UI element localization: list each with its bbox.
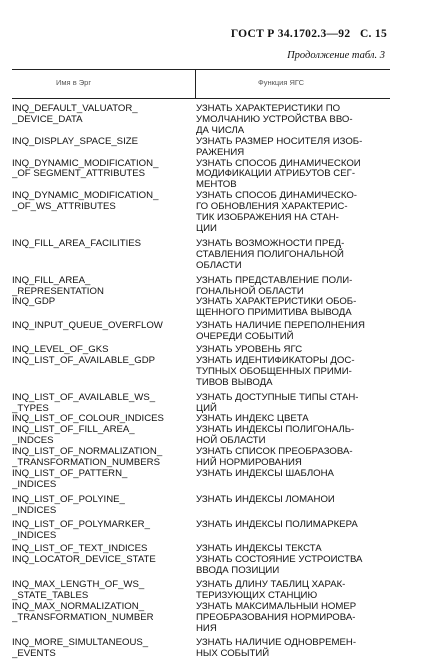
function-description-cell: УЗНАТЬ НАЛИЧИЕ ПЕРЕПОЛНЕНИЯ ОЧЕРЕДИ СОБЫТИЙ bbox=[196, 321, 365, 343]
table-row bbox=[12, 104, 392, 137]
function-name-cell: INQ_DEFAULT_VALUATOR_ _DEVICE_DATA bbox=[12, 104, 138, 125]
function-description-cell: УЗНАТЬ ИНДЕКСЫ ПОЛИМАРКЕРА bbox=[196, 519, 358, 530]
table-row bbox=[12, 495, 392, 517]
column-header-name: Имя в Эрг bbox=[56, 78, 92, 87]
table-row bbox=[12, 159, 392, 192]
function-name-cell: INQ_LIST_OF_NORMALIZATION_ _TRANSFORMATION_NUMBERS bbox=[12, 447, 163, 469]
function-description-cell: УЗНАТЬ НАЛИЧИЕ ОДНОВРЕМЕН- НЫХ СОБЫТИЙ bbox=[196, 637, 357, 659]
function-description-cell: УЗНАТЬ СПОСОБ ДИНАМИЧЕСКОЙ МОДИФИКАЦИИ АТРИБУТОВ СЕГ- МЕНТОВ bbox=[196, 158, 361, 191]
function-name-cell: INQ_DYNAMIC_MODIFICATION_ _OF SEGMENT_ATTRIBUTES bbox=[12, 158, 159, 180]
table-row bbox=[12, 297, 392, 319]
function-name-cell: INQ_LOCATOR_DEVICE_STATE bbox=[12, 555, 156, 566]
table-header-rule bbox=[12, 98, 390, 99]
function-description-cell: УЗНАТЬ ИНДЕКСЫ ШАБЛОНА bbox=[196, 469, 334, 479]
function-description-cell: УЗНАТЬ МАКСИМАЛЬНЫЙ НОМЕР ПРЕОБРАЗОВАНИЯ НОРМИРОВА- НИЯ bbox=[196, 601, 357, 634]
table-continuation-note: Продолжение табл. 3 bbox=[287, 50, 385, 61]
function-description-cell: УЗНАТЬ ДЛИНУ ТАБЛИЦ ХАРАК- ТЕРИЗУЮЩИХ СТАНЦИЮ bbox=[196, 580, 346, 602]
function-description-cell: УЗНАТЬ ИДЕНТИФИКАТОРЫ ДОС- ТУПНЫХ ОБОБЩЕННЫХ ПРИМИ- ТИВОВ ВЫВОДА bbox=[196, 355, 355, 388]
function-name-cell: INQ_GDP bbox=[12, 297, 56, 308]
function-name-cell: INQ_LEVEL_OF_GKS bbox=[12, 345, 109, 356]
function-name-cell: INQ_DISPLAY_SPACE_SIZE bbox=[12, 136, 139, 147]
function-name-cell: INQ_LIST_OF_POLYMARKER_ _INDICES bbox=[12, 519, 150, 541]
function-name-cell: INQ_LIST_OF_TEXT_INDICES bbox=[12, 544, 148, 555]
function-description-cell: УЗНАТЬ ИНДЕКСЫ ТЕКСТА bbox=[196, 544, 322, 555]
function-name-cell: INQ_MAX_NORMALIZATION_ _TRANSFORMATION_NUMBER bbox=[12, 601, 154, 623]
header-column-divider bbox=[195, 69, 196, 98]
function-description-cell: УЗНАТЬ ИНДЕКСЫ ЛОМАНОЙ bbox=[196, 494, 335, 505]
function-name-cell: INQ_LIST_OF_AVAILABLE_GDP bbox=[12, 355, 156, 366]
table-row bbox=[12, 345, 392, 356]
table-row bbox=[12, 321, 392, 343]
table-row bbox=[12, 191, 392, 235]
table-row bbox=[12, 393, 392, 415]
table-body bbox=[12, 104, 392, 660]
function-description-cell: УЗНАТЬ ИНДЕКСЫ ПОЛИГОНАЛЬ- НОЙ ОБЛАСТИ bbox=[196, 425, 355, 447]
function-name-cell: INQ_FILL_AREA_ _REPRESENTATION bbox=[12, 275, 104, 297]
function-description-cell: УЗНАТЬ ВОЗМОЖНОСТИ ПРЕД- СТАВЛЕНИЯ ПОЛИГОНАЛЬНОЙ ОБЛАСТИ bbox=[196, 238, 345, 271]
table-row bbox=[12, 356, 392, 389]
function-description-cell: УЗНАТЬ ИНДЕКС ЦВЕТА bbox=[196, 414, 309, 425]
function-name-cell: INQ_LIST_OF_COLOUR_INDICES bbox=[12, 414, 164, 425]
function-description-cell: УЗНАТЬ ХАРАКТЕРИСТИКИ ОБОБ- ЩЕННОГО ПРИМИТИВА ВЫВОДА bbox=[196, 297, 357, 319]
table-row bbox=[12, 602, 392, 635]
function-name-cell: INQ_MAX_LENGTH_OF_WS_ _STATE_TABLES bbox=[12, 580, 145, 602]
table-row bbox=[12, 447, 392, 469]
function-description-cell: УЗНАТЬ СПОСОБ ДИНАМИЧЕСКО- ГО ОБНОВЛЕНИЯ ХАРАКТЕРИС- ТИК ИЗОБРАЖЕНИЯ НА СТАН- ЦИИ bbox=[196, 191, 357, 234]
function-name-cell: INQ_LIST_OF_FILL_AREA_ _INDCES bbox=[12, 425, 135, 447]
table-row bbox=[12, 469, 392, 491]
function-description-cell: УЗНАТЬ ХАРАКТЕРИСТИКИ ПО УМОЛЧАНИЮ УСТРОЙСТВА ВВО- ДА ЧИСЛА bbox=[196, 104, 353, 136]
page-number: С. 15 bbox=[359, 28, 387, 40]
table-row bbox=[12, 137, 392, 159]
column-header-function: Функция ЯГС bbox=[258, 78, 305, 87]
table-row bbox=[12, 425, 392, 447]
table-row bbox=[12, 239, 392, 272]
table-row bbox=[12, 520, 392, 542]
function-description-cell: УЗНАТЬ ПРЕДСТАВЛЕНИЕ ПОЛИ- ГОНАЛЬНОЙ ОБЛАСТИ bbox=[196, 275, 353, 297]
table-row bbox=[12, 638, 392, 660]
table-row bbox=[12, 544, 392, 555]
function-name-cell: INQ_LIST_OF_AVAILABLE_WS_ _TYPES bbox=[12, 392, 156, 414]
page-header bbox=[231, 28, 387, 40]
function-description-cell: УЗНАТЬ ДОСТУПНЫЕ ТИПЫ СТАН- ЦИЙ bbox=[196, 392, 359, 414]
function-name-cell: INQ_INPUT_QUEUE_OVERFLOW bbox=[12, 321, 163, 332]
function-name-cell: INQ_LIST_OF_PATTERN_ _INDICES bbox=[12, 469, 128, 490]
table-row bbox=[12, 555, 392, 577]
function-name-cell: INQ_LIST_OF_POLYINE_ _INDICES bbox=[12, 494, 125, 516]
function-description-cell: УЗНАТЬ РАЗМЕР НОСИТЕЛЯ ИЗОБ- РАЖЕНИЯ bbox=[196, 136, 363, 158]
table-top-rule bbox=[12, 69, 390, 70]
function-description-cell: УЗНАТЬ СОСТОЯНИЕ УСТРОЙСТВА ВВОДА ПОЗИЦИИ bbox=[196, 555, 363, 577]
function-name-cell: INQ_MORE_SIMULTANEOUS_ _EVENTS bbox=[12, 637, 149, 659]
function-name-cell: INQ_FILL_AREA_FACILITIES bbox=[12, 238, 142, 249]
function-description-cell: УЗНАТЬ СПИСОК ПРЕОБРАЗОВА- НИЙ НОРМИРОВАНИЯ bbox=[196, 447, 353, 469]
standard-number: ГОСТ Р 34.1702.3—92 bbox=[230, 28, 351, 40]
function-description-cell: УЗНАТЬ УРОВЕНЬ ЯГС bbox=[196, 345, 303, 356]
function-name-cell: INQ_DYNAMIC_MODIFICATION_ _OF_WS_ATTRIBUTES bbox=[12, 191, 159, 213]
table-row bbox=[12, 276, 392, 298]
table-row bbox=[12, 414, 392, 425]
table-row bbox=[12, 580, 392, 602]
